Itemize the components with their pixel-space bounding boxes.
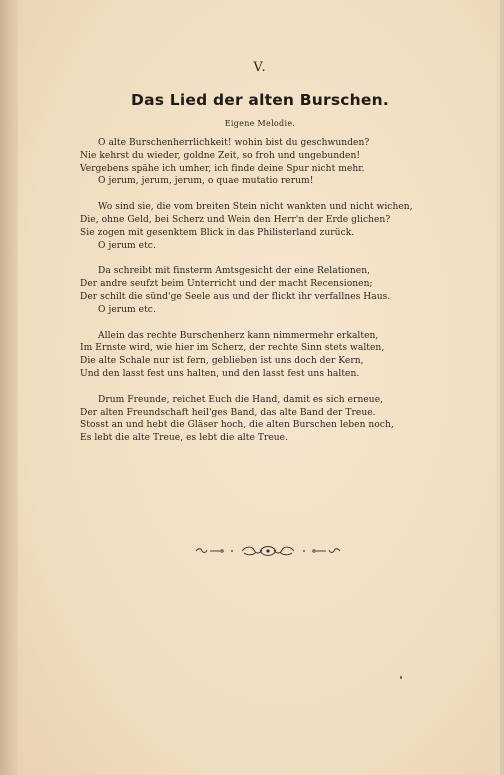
book-spine xyxy=(0,0,18,775)
verse-line: O alte Burschenherrlichkeit! wohin bist du geschwunden? xyxy=(98,138,370,148)
verse-line: Die, ohne Geld, bei Scherz und Wein den Herr'n der Erde glichen? xyxy=(80,214,391,225)
verse-line: Drum Freunde, reichet Euch die Hand, damit es sich erneue, xyxy=(98,394,384,405)
verse-line: Stosst an und hebt die Gläser hoch, die alten Burschen leben noch, xyxy=(80,420,394,431)
verse-line: Und den lasst fest uns halten, und den lasst fest uns halten. xyxy=(80,368,360,379)
refrain-line: O jerum etc. xyxy=(98,240,156,251)
stanza xyxy=(80,265,440,316)
paper-speck xyxy=(400,676,402,679)
page-edge xyxy=(496,0,500,775)
verse-line: Sie zogen mit gesenktem Blick in das Philisterland zurück. xyxy=(80,227,355,238)
stanza xyxy=(80,201,440,252)
melody-note: Eigene Melodie. xyxy=(224,119,296,128)
stanza xyxy=(80,137,440,188)
verse-line: Nie kehrst du wieder, goldne Zeit, so froh und ungebunden! xyxy=(80,150,361,161)
verse-line: Der alten Freundschaft heil'ges Band, das alte Band der Treue. xyxy=(80,407,376,418)
poem-title: Das Lied der alten Burschen. xyxy=(131,91,389,109)
verse-line: Wo sind sie, die vom breiten Stein nicht wankten und nicht wichen, xyxy=(98,202,413,213)
verse-line: Die alte Schale nur ist fern, geblieben ist uns doch der Kern, xyxy=(80,356,364,367)
floral-divider-icon xyxy=(194,542,342,558)
verse-line: Im Ernste wird, wie hier im Scherz, der rechte Sinn stets walten, xyxy=(80,343,385,354)
verse-line: Da schreibt mit finsterm Amtsgesicht der eine Relationen, xyxy=(98,266,371,277)
poem-number: V. xyxy=(253,60,267,75)
book-page xyxy=(18,0,500,775)
refrain-line: O jerum, jerum, jerum, o quae mutatio rerum! xyxy=(98,176,314,187)
verse-line: Vergebens spähe ich umher, ich finde deine Spur nicht mehr. xyxy=(80,163,365,174)
verse-line: Allein das rechte Burschenherz kann nimmermehr erkalten, xyxy=(98,330,379,341)
refrain-line: O jerum etc. xyxy=(98,304,156,315)
verse-line: Der schilt die sünd'ge Seele aus und der flickt ihr verfallnes Haus. xyxy=(80,291,391,302)
poem-content xyxy=(80,60,440,458)
stanza xyxy=(80,330,440,381)
stanza xyxy=(80,394,440,445)
verse-line: Es lebt die alte Treue, es lebt die alte Treue. xyxy=(80,433,289,444)
verse-line: Der andre seufzt beim Unterricht und der macht Recensionen; xyxy=(80,279,373,290)
